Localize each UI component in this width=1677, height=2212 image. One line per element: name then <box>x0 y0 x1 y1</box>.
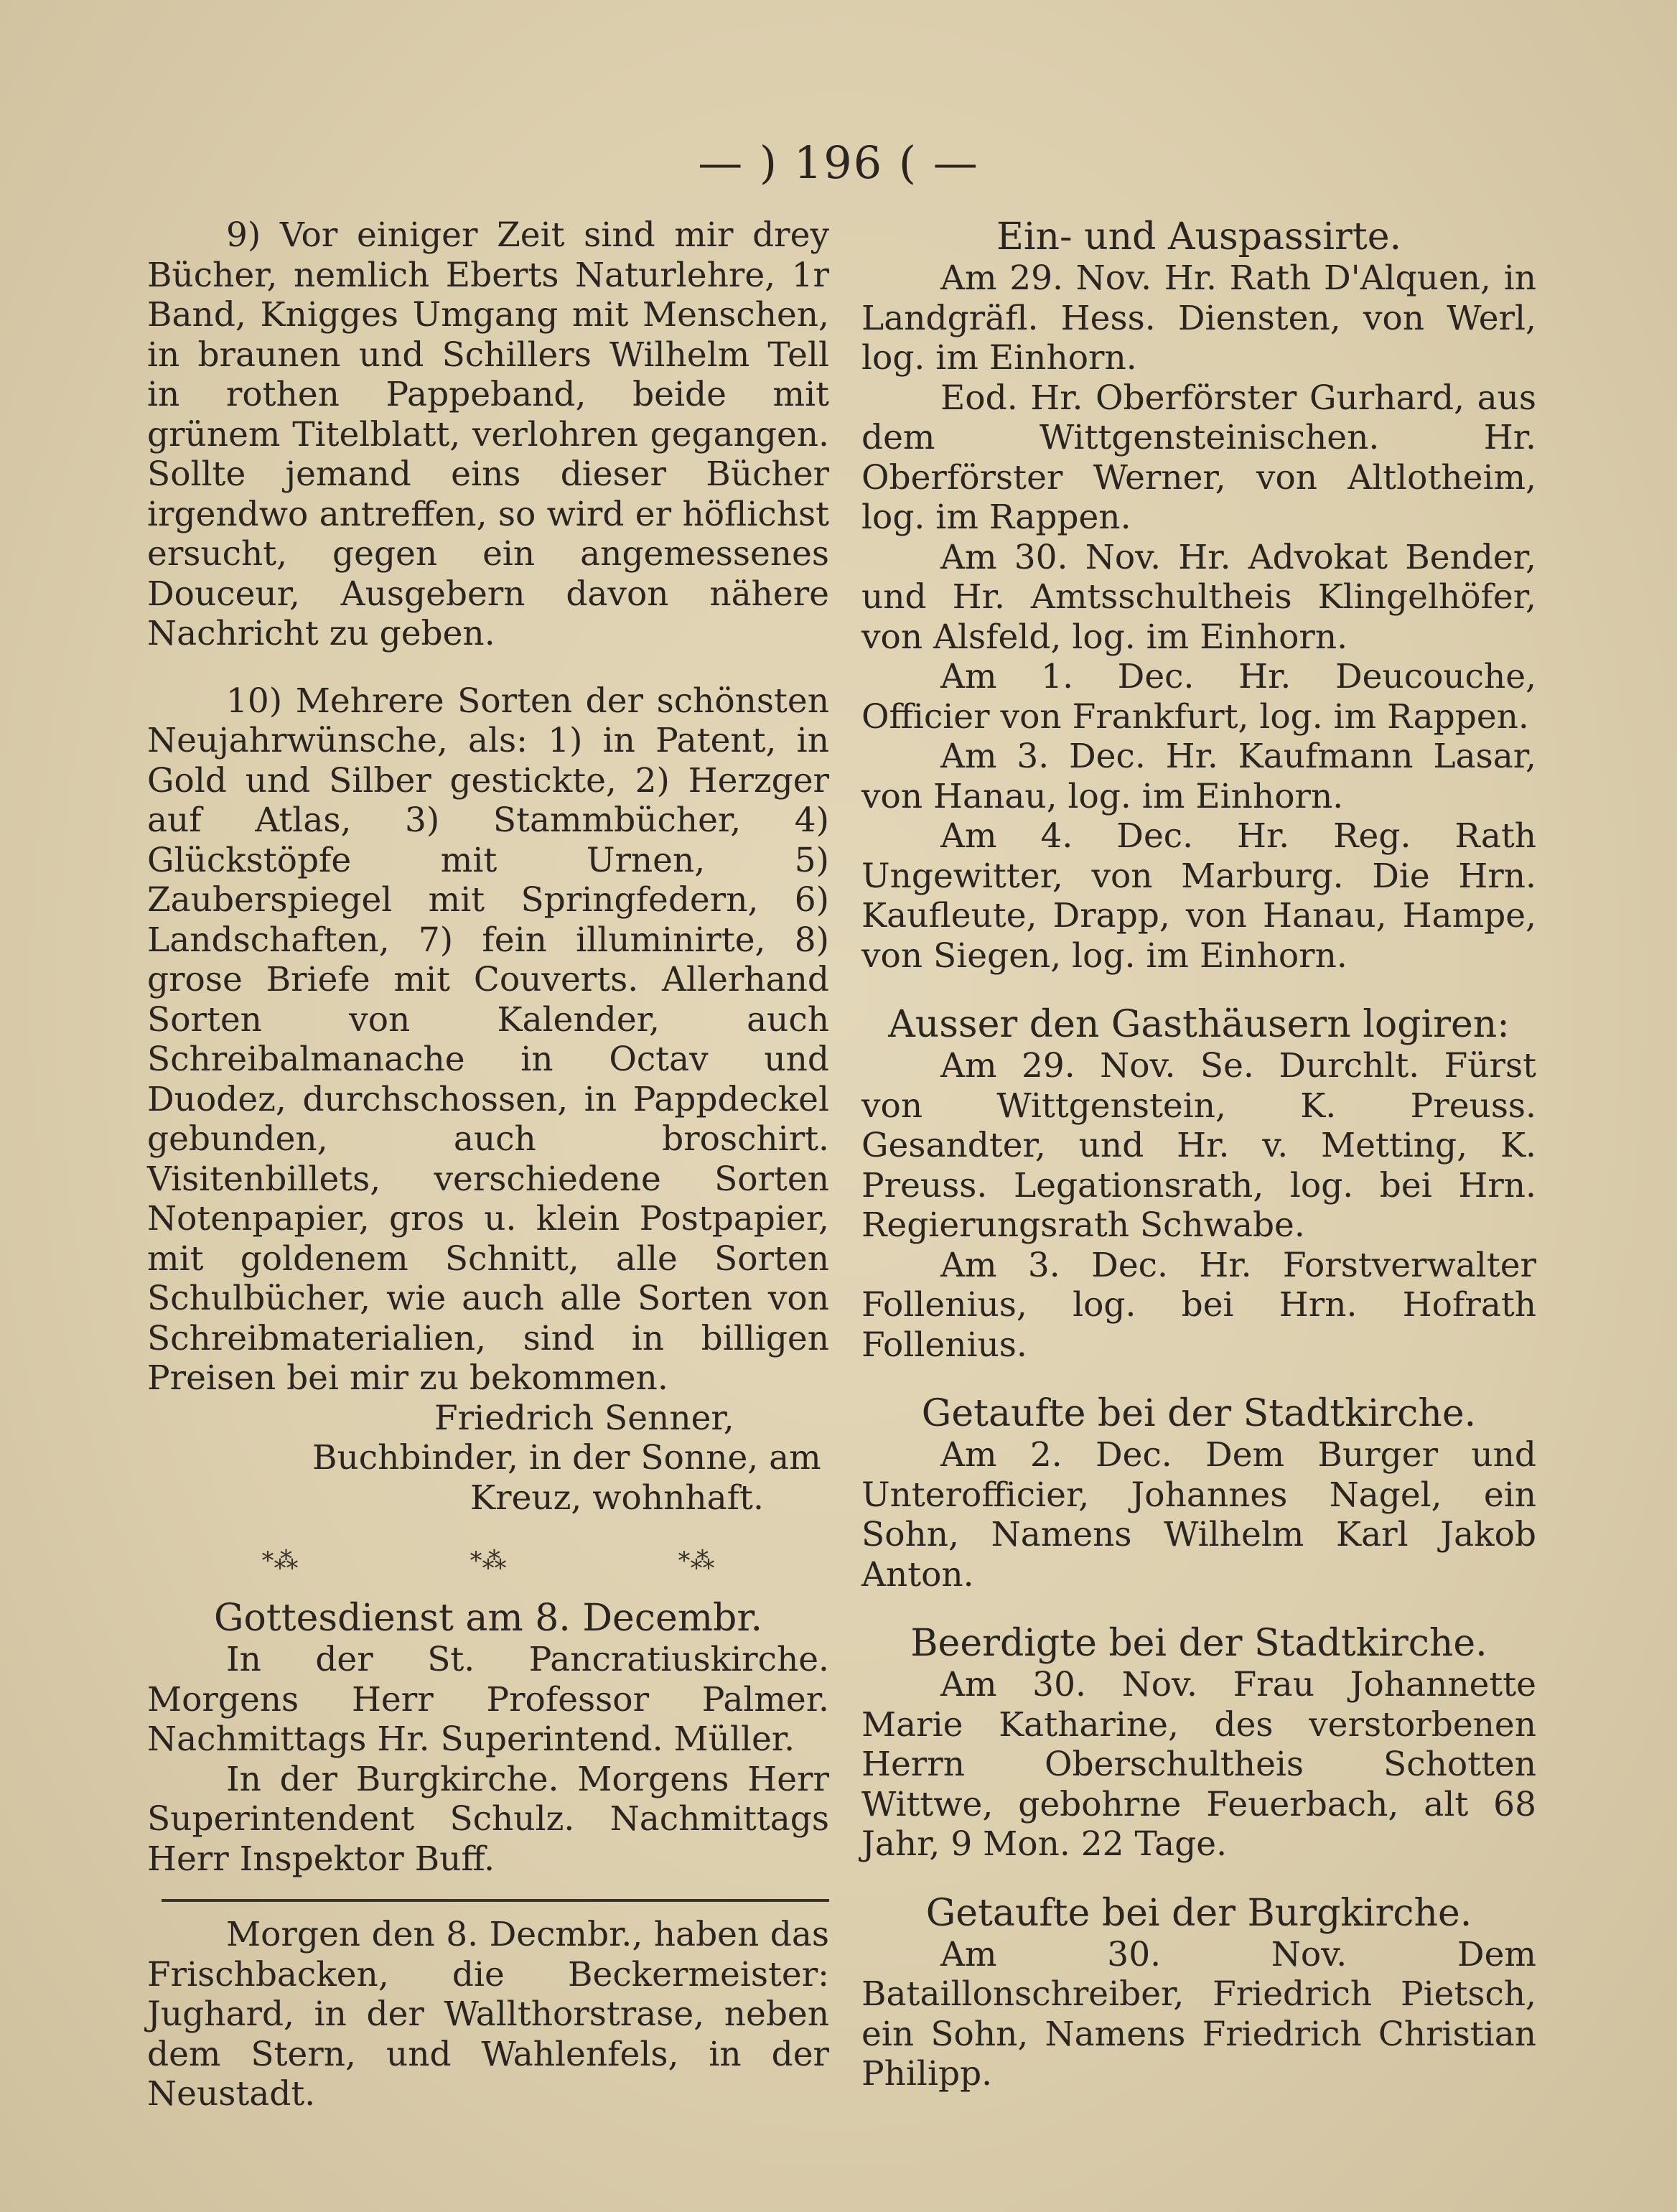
arrival-entry: Am 30. Nov. Hr. Advokat Bender, und Hr. Amtsschultheis Klingelhöfer, von Alsfeld, log. im Einhorn. <box>861 537 1536 657</box>
section-title-beerdigte-stadtkirche: Beerdigte bei der Stadtkirche. <box>910 1622 1487 1665</box>
asterism-ornament: *⁂ <box>470 1546 507 1575</box>
section-title-getaufte-burgkirche: Getaufte bei der Burgkirche. <box>925 1891 1472 1935</box>
notice-lost-books: 9) Vor einiger Zeit sind mir drey Bücher, nemlich Eberts Naturlehre, 1r Band, Knigges Umgang mit Menschen, in braunen und Schillers Wilhelm Tell in rothen Pappeband, beide mit grünem Titelblatt, verlohren gegangen. Sollte jemand eins dieser Bücher irgendwo antreffen, so wird er höflichst ersucht, gegen ein angemessenes Douceur, Ausgebern davon nähere Nachricht zu geben. <box>147 215 829 653</box>
section-title-ausser-gasthaeusern: Ausser den Gasthäusern logiren: <box>888 1003 1510 1046</box>
section-title-ein-auspassirte: Ein- und Auspassirte. <box>996 215 1402 258</box>
signature-occupation: Buchbinder, in der Sonne, am <box>312 1438 821 1478</box>
asterism-ornament: *⁂ <box>261 1546 299 1575</box>
signature-name: Friedrich Senner, <box>434 1398 734 1438</box>
page-number-header: — ) 196 ( — <box>698 136 979 189</box>
baptism-entry: Am 2. Dec. Dem Burger und Unterofficier, Johannes Nagel, ein Sohn, Namens Wilhelm Karl Jakob Anton. <box>861 1435 1536 1595</box>
gottesdienst-burgkirche: In der Burgkirche. Morgens Herr Superintendent Schulz. Nachmittags Herr Inspektor Buff. <box>147 1759 829 1879</box>
star-divider <box>176 1546 800 1575</box>
right-column <box>861 215 1536 2094</box>
arrival-entry: Eod. Hr. Oberförster Gurhard, aus dem Wittgensteinischen. Hr. Oberförster Werner, von Altlotheim, log. im Rappen. <box>861 378 1536 537</box>
left-column <box>147 215 829 2114</box>
section-title-gottesdienst: Gottesdienst am 8. Decembr. <box>213 1597 762 1640</box>
lodging-entry: Am 3. Dec. Hr. Forstverwalter Follenius, log. bei Hrn. Hofrath Follenius. <box>861 1245 1536 1365</box>
arrival-entry: Am 1. Dec. Hr. Deucouche, Officier von Frankfurt, log. im Rappen. <box>861 657 1536 737</box>
signature-residence: Kreuz, wohnhaft. <box>470 1478 764 1518</box>
arrival-entry: Am 3. Dec. Hr. Kaufmann Lasar, von Hanau, log. im Einhorn. <box>861 737 1536 816</box>
arrival-entry: Am 29. Nov. Hr. Rath D'Alquen, in Landgräfl. Hess. Diensten, von Werl, log. im Einhorn. <box>861 258 1536 378</box>
baptism-entry: Am 30. Nov. Dem Bataillonschreiber, Friedrich Pietsch, ein Sohn, Namens Friedrich Christian Philipp. <box>861 1934 1536 2094</box>
asterism-ornament: *⁂ <box>678 1546 715 1575</box>
burial-entry: Am 30. Nov. Frau Johannette Marie Katharine, des verstorbenen Herrn Oberschultheis Schotten Wittwe, gebohrne Feuerbach, alt 68 Jahr, 9 Mon. 22 Tage. <box>861 1665 1536 1864</box>
lodging-entry: Am 29. Nov. Se. Durchlt. Fürst von Wittgenstein, K. Preuss. Gesandter, und Hr. v. Metting, K. Preuss. Legationsrath, log. bei Hrn. Regierungsrath Schwabe. <box>861 1046 1536 1245</box>
notice-bakers: Morgen den 8. Decmbr., haben das Frischbacken, die Beckermeister: Jughard, in der Wallthorstrase, neben dem Stern, und Wahlenfels, in der Neustadt. <box>147 1915 829 2114</box>
horizontal-rule <box>162 1899 829 1902</box>
section-title-getaufte-stadtkirche: Getaufte bei der Stadtkirche. <box>921 1392 1477 1435</box>
arrival-entry: Am 4. Dec. Hr. Reg. Rath Ungewitter, von Marburg. Die Hrn. Kaufleute, Drapp, von Hanau, Hampe, von Siegen, log. im Einhorn. <box>861 816 1536 976</box>
notice-new-year-goods: 10) Mehrere Sorten der schönsten Neujahrwünsche, als: 1) in Patent, in Gold und Silber gestickte, 2) Herzger auf Atlas, 3) Stammbücher, 4) Glückstöpfe mit Urnen, 5) Zauberspiegel mit Springfedern, 6) Landschaften, 7) fein illuminirte, 8) grose Briefe mit Couverts. Allerhand Sorten von Kalender, auch Schreibalmanache in Octav und Duodez, durchschossen, in Pappdeckel gebunden, auch broschirt. Visitenbillets, verschiedene Sorten Notenpapier, gros u. klein Postpapier, mit goldenem Schnitt, alle Sorten Schulbücher, wie auch alle Sorten von Schreibmaterialien, sind in billigen Preisen bei mir zu bekommen. <box>147 681 829 1398</box>
gottesdienst-pancratius: In der St. Pancratiuskirche. Morgens Herr Professor Palmer. Nachmittags Hr. Superintend. Müller. <box>147 1640 829 1759</box>
